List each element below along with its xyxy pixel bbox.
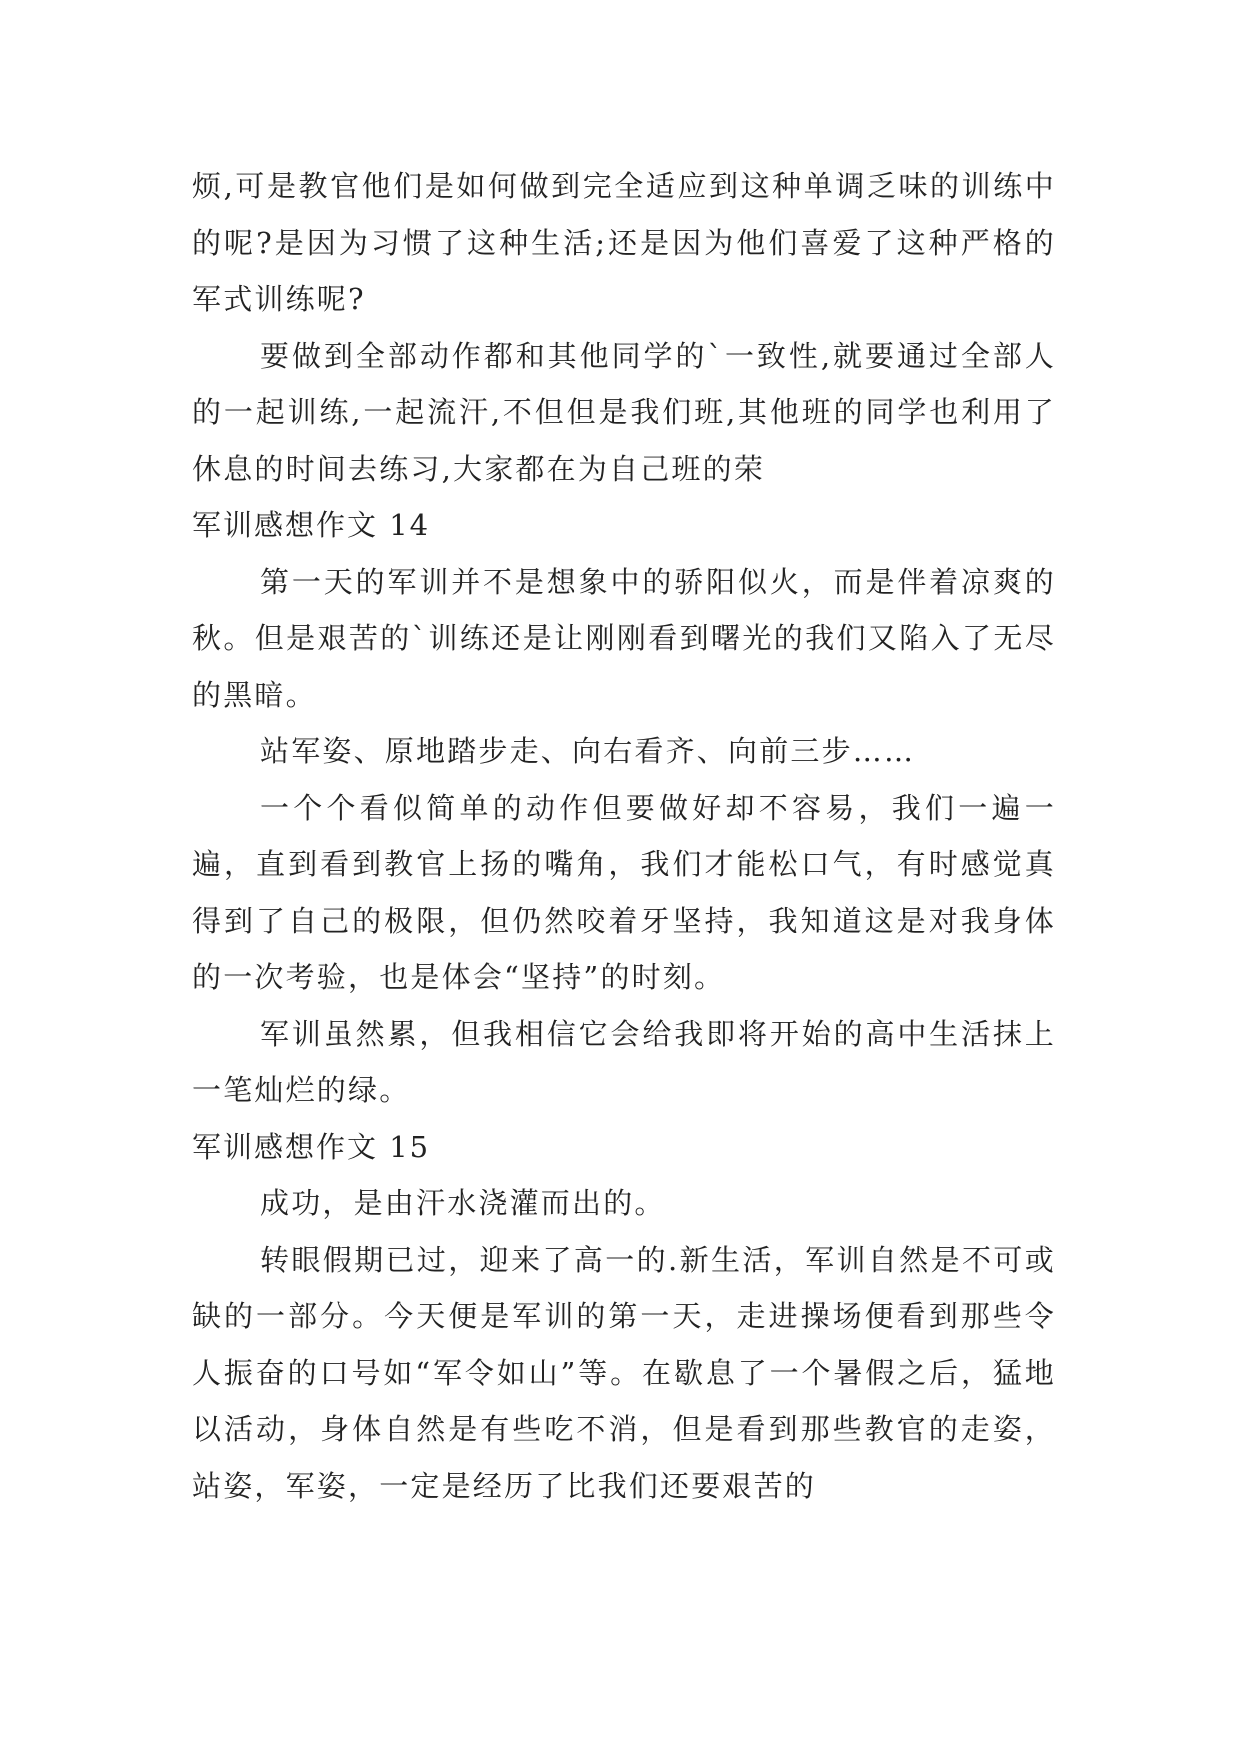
paragraph: 第一天的军训并不是想象中的骄阳似火，而是伴着凉爽的秋。但是艰苦的`训练还是让刚刚看到曙光的我们又陷入了无尽的黑暗。	[192, 564, 1056, 712]
paragraph: 成功，是由汗水浇灌而出的。	[260, 1186, 666, 1220]
section-heading: 军训感想作文 15	[192, 1129, 431, 1164]
paragraph: 一个个看似简单的动作但要做好却不容易，我们一遍一遍，直到看到教官上扬的嘴角，我们才能松口气，有时感觉真得到了自己的极限，但仍然咬着牙坚持，我知道这是对我身体的一次考验，也是体会“坚持”的时刻。	[192, 790, 1056, 994]
paragraph: 要做到全部动作都和其他同学的`一致性,就要通过全部人的一起训练,一起流汗,不但但是我们班,其他班的同学也利用了休息的时间去练习,大家都在为自己班的荣	[192, 338, 1056, 486]
paragraph: 军训虽然累，但我相信它会给我即将开始的高中生活抹上一笔灿烂的绿。	[192, 1016, 1056, 1107]
paragraph: 转眼假期已过，迎来了高一的.新生活，军训自然是不可或缺的一部分。今天便是军训的第一天，走进操场便看到那些令人振奋的口号如“军令如山”等。在歇息了一个暑假之后，猛地以活动，身体自然是有些吃不消，但是看到那些教官的走姿，站姿，军姿，一定是经历了比我们还要艰苦的	[192, 1242, 1056, 1503]
document-body	[192, 158, 1056, 1514]
section-heading: 军训感想作文 14	[192, 508, 431, 542]
paragraph: 站军姿、原地踏步走、向右看齐、向前三步……	[260, 734, 916, 768]
paragraph: 烦,可是教官他们是如何做到完全适应到这种单调乏味的训练中的呢?是因为习惯了这种生活;还是因为他们喜爱了这种严格的军式训练呢?	[192, 169, 1056, 316]
